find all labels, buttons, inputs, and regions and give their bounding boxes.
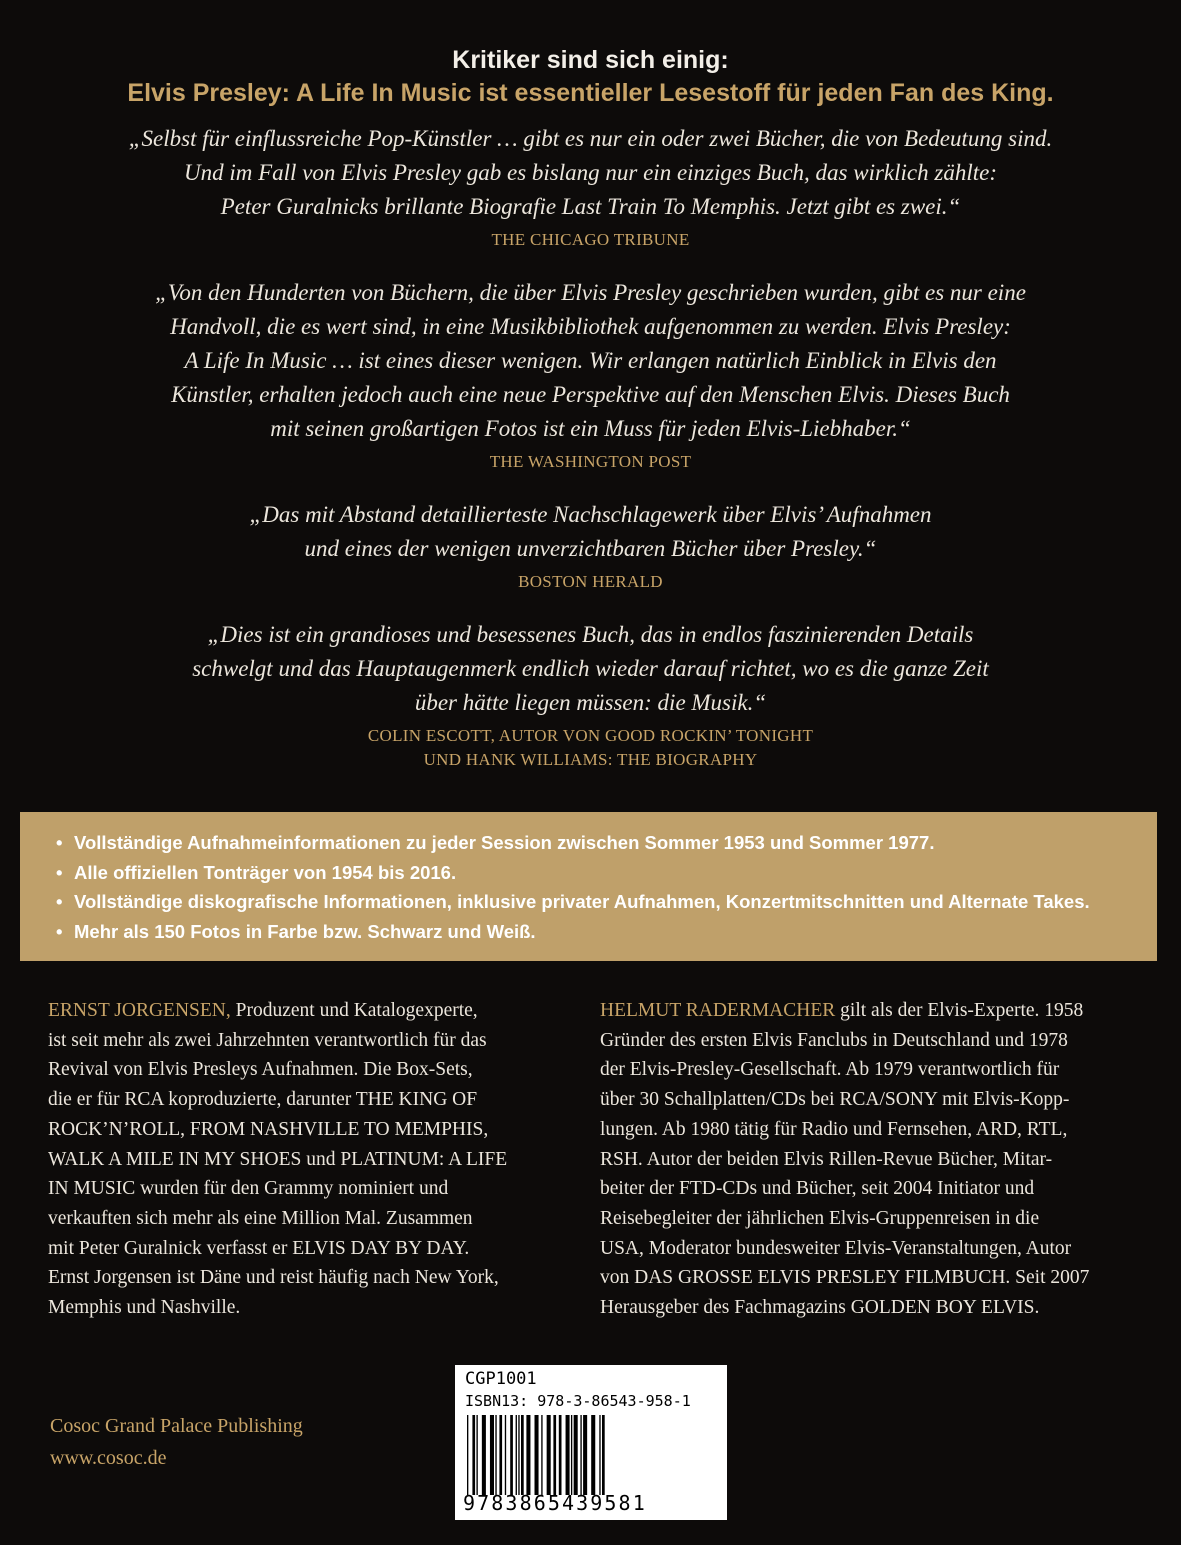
quote-boston-herald bbox=[30, 498, 1151, 594]
barcode-bar bbox=[591, 1415, 595, 1495]
quotes-section bbox=[30, 122, 1151, 796]
bullet-icon: • bbox=[56, 832, 63, 853]
bullet-icon: • bbox=[56, 920, 63, 942]
barcode-bar bbox=[482, 1415, 486, 1495]
barcode-bar bbox=[476, 1415, 477, 1495]
barcode-bar bbox=[521, 1415, 524, 1495]
barcode-bar bbox=[566, 1415, 570, 1495]
barcode-bar bbox=[490, 1415, 494, 1495]
barcode-bar bbox=[505, 1415, 506, 1495]
barcode-bar bbox=[571, 1415, 572, 1495]
author-bio-jorgensen: ERNST JORGENSEN, Produzent und Katalogexperte, ist seit mehr als zwei Jahrzehnten verantwortlich für das Revival von Elvis Presleys Aufnahmen. Die Box-Sets, die er für RCA koproduzierte, darunter THE KING OF ROCK’N’ROLL, FROM NASHVILLE TO MEMPHIS, WALK A MILE IN MY SHOES und PLATINUM: A LIFE IN MUSIC wurden für den Grammy nominiert und verkauften sich mehr als eine Million Mal. Zusammen mit Peter Guralnick verfasst er ELVIS DAY BY DAY. Ernst Jorgensen ist Däne und reist häufig nach New York, Memphis und Nashville. bbox=[48, 1000, 508, 1319]
author-name: HELMUT RADERMACHER bbox=[600, 1000, 836, 1021]
barcode-bar bbox=[510, 1415, 513, 1495]
publisher-name: Cosoc Grand Palace Publishing bbox=[50, 1415, 303, 1437]
quote-text: „Selbst für einflussreiche Pop-Künstler … gibt es nur ein oder zwei Bücher, die von Bedeutung sind. Und im Fall von Elvis Presley gab es bislang nur ein einziges Buch, das wirklich zählte: Peter Guralnicks brillante Biografie Last Train To Memphis. Jetzt gibt es zwei.“ bbox=[128, 126, 1053, 219]
barcode-bar bbox=[526, 1415, 530, 1495]
author-bio-radermacher: HELMUT RADERMACHER gilt als der Elvis-Experte. 1958 Gründer des ersten Elvis Fanclubs in Deutschland und 1978 der Elvis-Presley-Gesellschaft. Ab 1979 verantwortlich für über 30 Schallplatten/CDs bei RCA/SONY mit Elvis-Kopp- lungen. Ab 1980 tätig für Radio und Fernsehen, ARD, RTL, RSH. Autor der beiden Elvis Rillen-Revue Bücher, Mitar- beiter der FTD-CDs und Bücher, seit 2004 Initiator und Reisebegleiter der jährlichen Elvis-Gruppenreisen in die USA, Moderator bundesweiter Elvis-Veranstaltungen, Autor von DAS GROSSE ELVIS PRESLEY FILMBUCH. Seit 2007 Herausgeber des Fachmagazins GOLDEN BOY ELVIS. bbox=[600, 1000, 1090, 1319]
features-box bbox=[20, 812, 1157, 961]
feature-item: • Vollständige Aufnahmeinformationen zu jeder Session zwischen Sommer 1953 und Sommer 1977. bbox=[56, 828, 1157, 858]
quote-colin-escott bbox=[30, 618, 1151, 772]
quote-source: BOSTON HERALD bbox=[518, 572, 663, 591]
barcode-bar bbox=[602, 1415, 605, 1495]
barcode-bar bbox=[583, 1415, 587, 1495]
barcode-bar bbox=[472, 1415, 475, 1495]
feature-item: • Vollständige diskografische Informationen, inklusive privater Aufnahmen, Konzertmitschnitten und Alternate Takes. bbox=[56, 887, 1157, 917]
header bbox=[0, 44, 1181, 110]
barcode-bar bbox=[467, 1415, 468, 1495]
barcode-image bbox=[465, 1415, 719, 1495]
barcode-bar bbox=[495, 1415, 496, 1495]
header-subtitle: Elvis Presley: A Life In Music ist essentieller Lesestoff für jeden Fan des King. bbox=[127, 79, 1054, 107]
barcode-bar bbox=[599, 1415, 600, 1495]
quote-washington-post bbox=[30, 276, 1151, 474]
quote-source: COLIN ESCOTT, AUTOR VON GOOD ROCKIN’ TONIGHT UND HANK WILLIAMS: THE BIOGRAPHY bbox=[367, 726, 814, 769]
product-code: CGP1001 bbox=[465, 1369, 537, 1389]
barcode-bar bbox=[535, 1415, 539, 1495]
barcode-bar bbox=[574, 1415, 578, 1495]
quote-source: THE CHICAGO TRIBUNE bbox=[491, 230, 690, 249]
bullet-icon: • bbox=[56, 861, 63, 883]
barcode-label bbox=[455, 1365, 727, 1520]
quote-chicago-tribune bbox=[30, 122, 1151, 252]
barcode-bar bbox=[499, 1415, 502, 1495]
publisher-url: www.cosoc.de bbox=[50, 1447, 167, 1469]
feature-item: • Alle offiziellen Tonträger von 1954 bis 2016. bbox=[56, 858, 1157, 888]
quote-source: THE WASHINGTON POST bbox=[489, 452, 692, 471]
barcode-bar bbox=[516, 1415, 517, 1495]
author-name: ERNST JORGENSEN, bbox=[48, 1000, 231, 1021]
quote-text: „Dies ist ein grandioses und besessenes Buch, das in endlos faszinierenden Details schwelgt und das Hauptaugenmerk endlich wieder darauf richtet, wo es die ganze Zeit über hätte liegen müssen: die Musik.“ bbox=[192, 622, 989, 715]
barcode-bar bbox=[541, 1415, 542, 1495]
barcode-digits: 9783865439581 bbox=[463, 1491, 647, 1515]
bullet-icon: • bbox=[56, 891, 63, 912]
barcode-bar bbox=[553, 1415, 556, 1495]
header-title: Kritiker sind sich einig: bbox=[452, 46, 729, 74]
barcode-bar bbox=[580, 1415, 581, 1495]
barcode-bar bbox=[559, 1415, 562, 1495]
barcode-bar bbox=[518, 1415, 519, 1495]
quote-text: „Das mit Abstand detaillierteste Nachschlagewerk über Elvis’ Aufnahmen und eines der wenigen unverzichtbaren Bücher über Presley.“ bbox=[249, 502, 932, 561]
isbn-text: ISBN13: 978-3-86543-958-1 bbox=[465, 1392, 691, 1410]
publisher-info bbox=[50, 1410, 303, 1474]
features-list bbox=[56, 828, 1157, 946]
feature-item: • Mehr als 150 Fotos in Farbe bzw. Schwarz und Weiß. bbox=[56, 917, 1157, 947]
barcode-bar bbox=[547, 1415, 551, 1495]
quote-text: „Von den Hunderten von Büchern, die über Elvis Presley geschrieben wurden, gibt es nur eine Handvoll, die es wert sind, in eine Musikbibliothek aufgenommen zu werden. Elvis Presley: A Life In Music … ist eines dieser wenigen. Wir erlangen natürlich Einblick in Elvis den Künstler, erhalten jedoch auch eine neue Perspektive auf den Menschen Elvis. Dieses Buch mit seinen großartigen Fotos ist ein Muss für jeden Elvis-Liebhaber.“ bbox=[155, 280, 1026, 441]
